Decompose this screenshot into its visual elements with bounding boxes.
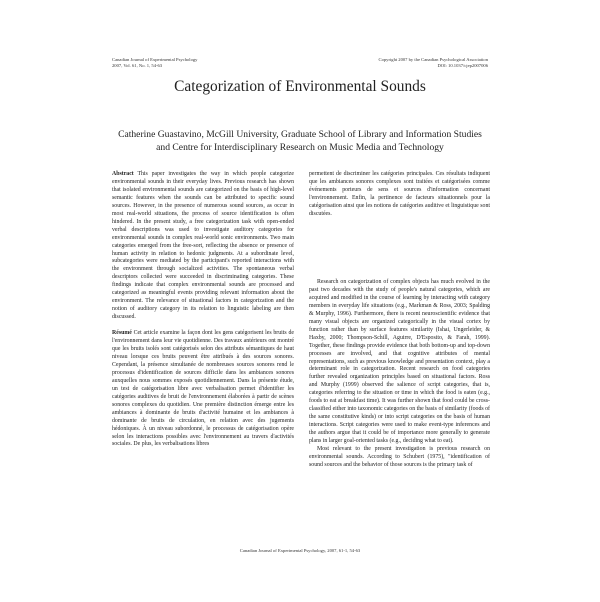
abstract-paragraph (112, 171, 294, 322)
journal-issue: 2007, Vol. 61, No. 1, 54-63 (112, 63, 163, 69)
journal-name: Canadian Journal of Experimental Psychology (112, 57, 198, 62)
doi-line: DOI: 10.1037/cjep2007006 (437, 63, 488, 69)
abstract-text: This paper investigates the way in which people categorize environmental sounds in their everyday lives. Previous research has shown that isolated environmental sounds are categorized on the basis of high-level semantic features when the sounds can be attributed to specific sound sources. However, in the presence of numerous sound sources, as occur in most real-world situations, the process of source identification is often hindered. In the present study, a free categorization task with open-ended verbal descriptions was used to investigate auditory categories for environmental sounds in complex real-world sonic environments. Two main categories emerged from the free-sort, reflecting the absence or presence of human activity in relation to hedonic judgments. At a subordinate level, subcategories were mediated by the participant's reported interactions with the environment through socialized activities. The spontaneous verbal descriptors collected were succeeded in discriminating categories. These findings indicate that complex environmental sounds are processed and categorized as meaningful events providing relevant information about the environment. The relevance of situational factors in categorization and the notion of auditory category in its relation to linguistic labeling are then discussed. (112, 171, 294, 321)
page-footer: Canadian Journal of Experimental Psychology, 2007, 61-1, 54-63 (239, 548, 361, 553)
body-paragraph-1: Research on categorization of complex objects has much evolved in the past two decades with the study of people's natural categories, which are acquired and modified in the course of learning by interacting with category members in everyday life situations (e.g., Markman & Ross, 2003; Spalding & Murphy, 1996). Furthermore, there is recent neuroscientific evidence that many visual objects are organized categorically in the visual cortex by function rather than by surface features similarity (Ishai, Ungerleider, & Haxby, 2000; Thompson-Schill, Aguirre, D'Esposito, & Farah, 1999). Together, these findings provide evidence that both bottom-up and top-down processes are involved, and that cognitive attributes of mental representations, such as previous knowledge and presentation context, play a determinant role in categorization. Recent research on food categories further revealed organization principles based on situational factors. Ross and Murphy (1999) observed the salience of script categories, that is, categories referring to the situation or time in which the food is eaten (e.g., foods to eat at breakfast time). It was further shown that food could be cross-classified either into taxonomic categories on the basis of similarity (foods of the same constitutive kinds) or into script categories on the basis of human interactions. Script categories were used to make event-type inferences and the authors argue that it could be of importance more generally to generate plans in larger goal-oriented tasks (e.g., deciding what to eat). (309, 279, 490, 445)
resume-continuation (309, 171, 490, 219)
running-header-right (379, 57, 488, 69)
abstract-label: Abstract (112, 171, 134, 177)
copyright-line: Copyright 2007 by the Canadian Psychological Association (378, 57, 488, 62)
body-paragraph-2: Most relevant to the present investigation is previous research on environmental sounds. According to Schubert (1975), "identification of sound sources and the behavior of those sources is the primary task of (309, 446, 490, 468)
paper-title: Categorization of Environmental Sounds (174, 78, 426, 95)
running-header-left (112, 57, 197, 69)
body-column (309, 279, 490, 470)
resume-text: Cet article examine la façon dont les gens catégorisent les bruits de l'environnement dans leur vie quotidienne. Des travaux antérieurs ont montré que les bruits isolés sont catégorisés selon des attributs sémantiques de haut niveau lorsque ces bruits peuvent être attribués à des sources sonores. Cependant, la présence simultanée de nombreuses sources sonores rend le processus d'identification de sources difficile dans les ambiances sonores auxquelles nous sommes exposés quotidiennement. Dans la présente étude, un test de catégorisation libre avec verbalisation permet d'identifier les catégories auditives de bruit de l'environnement élaborées à partir de scènes sonores complexes du quotidien. Une première distinction émerge entre les ambiances à dominante de bruits d'activité humaine et les ambiances à dominante de bruits de circulation, en relation avec des jugements hédoniques. À un niveau subordonné, le processus de catégorisation opère selon les interactions possibles avec l'environnement au travers d'activités sociales. De plus, les verbalisations libres (112, 330, 294, 448)
author-affiliation: Catherine Guastavino, McGill University, Graduate School of Library and Information Studies and Centre for Interdisciplinary Research on Music Media and Technology (118, 129, 482, 153)
resume-label: Résumé (112, 330, 132, 337)
resume-paragraph (112, 330, 294, 449)
abstract-column (112, 171, 294, 449)
resume-continuation-text: permettent de discriminer les catégories principales. Ces résultats indiquent que les ambiances sonores complexes sont traitées et catégorisées comme événements porteurs de sens et sources d'information concernant l'environnement. Enfin, la pertinence de facteurs situationnels pour la catégorisation ainsi que les notions de catégories auditive et linguistique sont discutées. (309, 171, 490, 217)
